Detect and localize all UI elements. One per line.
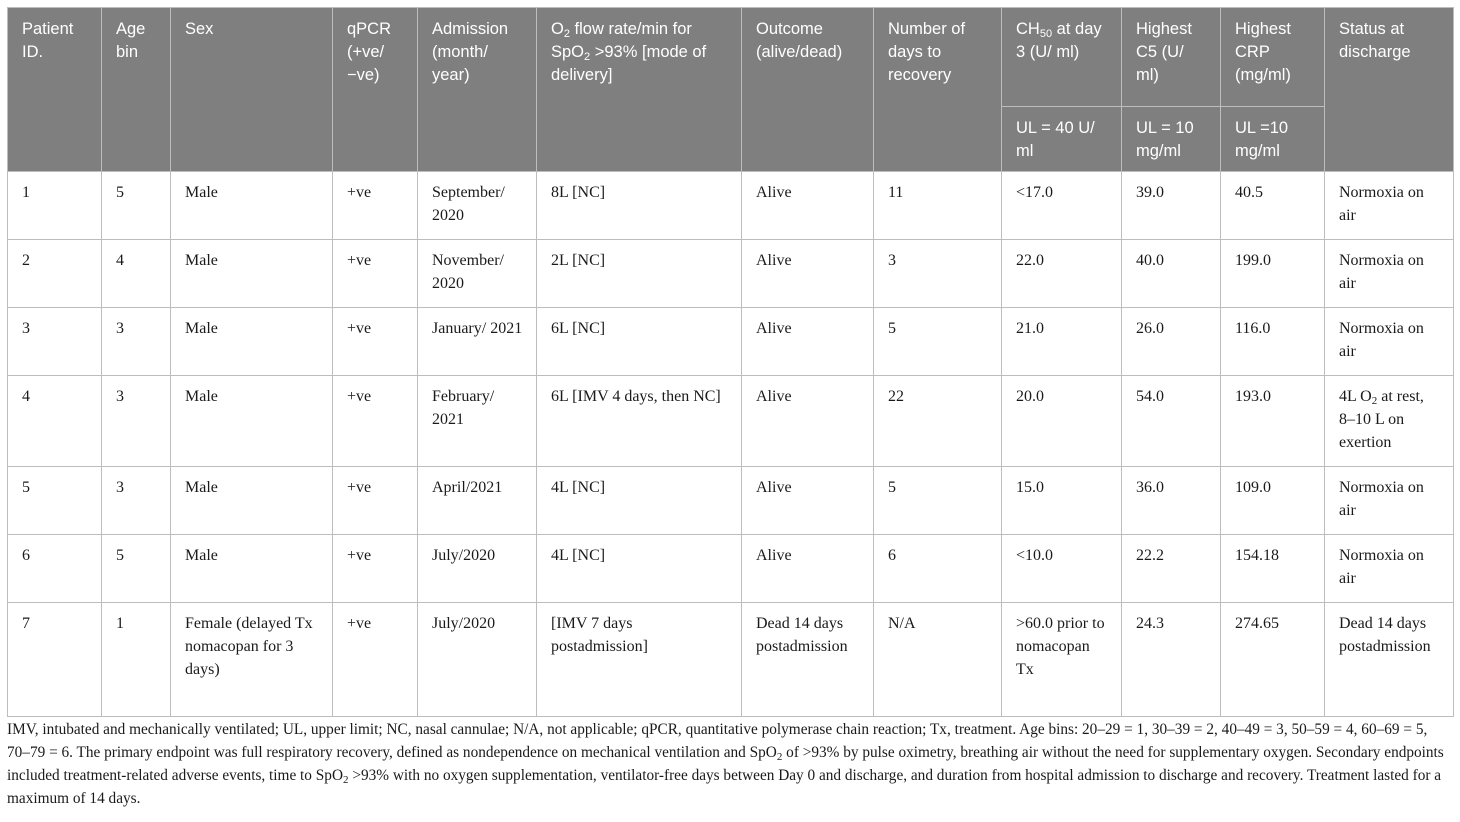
cell-sex: Male [171,467,333,535]
cell-c5: 24.3 [1122,603,1221,717]
cell-days: N/A [874,603,1002,717]
cell-status: 4L $O_2$ at rest, 8–10 L on exertion [1325,376,1454,467]
cell-qpcr: +ve [333,308,418,376]
cell-sex: Female (delayed Tx nomacopan for 3 days) [171,603,333,717]
cell-sex: Male [171,172,333,240]
table-body [8,172,1454,717]
cell-patient-id: 5 [8,467,102,535]
header-age-bin: Age bin [102,8,171,172]
header-ch50: $CH_{50}$ at day 3 (U/ ml) [1002,8,1122,107]
patient-table [7,7,1454,717]
cell-c5: 39.0 [1122,172,1221,240]
cell-o2-flow: 4L [NC] [537,535,742,603]
cell-ch50: <17.0 [1002,172,1122,240]
cell-status: Normoxia on air [1325,172,1454,240]
header-ch50-upper-limit: UL = 40 U/ ml [1002,107,1122,172]
cell-days: 22 [874,376,1002,467]
cell-sex: Male [171,240,333,308]
header-o2-flow: $O_2$ flow rate/min for SpO$_2$ >93% [mode of delivery] [537,8,742,172]
cell-status: Normoxia on air [1325,308,1454,376]
cell-admission: November/ 2020 [418,240,537,308]
cell-crp: 193.0 [1221,376,1325,467]
header-crp: Highest CRP (mg/ml) [1221,8,1325,107]
cell-o2-flow: 8L [NC] [537,172,742,240]
header-c5: Highest C5 (U/ ml) [1122,8,1221,107]
table-row [8,172,1454,240]
cell-age-bin: 1 [102,603,171,717]
table-row [8,308,1454,376]
cell-c5: 40.0 [1122,240,1221,308]
cell-c5: 36.0 [1122,467,1221,535]
table-row [8,603,1454,717]
cell-c5: 54.0 [1122,376,1221,467]
cell-admission: January/ 2021 [418,308,537,376]
cell-crp: 274.65 [1221,603,1325,717]
cell-outcome: Alive [742,172,874,240]
cell-crp: 154.18 [1221,535,1325,603]
cell-ch50: 21.0 [1002,308,1122,376]
table-container [7,7,1453,717]
cell-qpcr: +ve [333,535,418,603]
cell-crp: 109.0 [1221,467,1325,535]
cell-age-bin: 3 [102,308,171,376]
cell-crp: 40.5 [1221,172,1325,240]
cell-age-bin: 4 [102,240,171,308]
cell-ch50: <10.0 [1002,535,1122,603]
table-row [8,240,1454,308]
cell-patient-id: 2 [8,240,102,308]
table-row [8,535,1454,603]
cell-days: 5 [874,308,1002,376]
header-patient-id: Patient ID. [8,8,102,172]
table-row [8,467,1454,535]
cell-sex: Male [171,376,333,467]
header-status: Status at discharge [1325,8,1454,172]
cell-patient-id: 3 [8,308,102,376]
cell-patient-id: 7 [8,603,102,717]
table-header [8,8,1454,172]
cell-age-bin: 5 [102,535,171,603]
cell-age-bin: 5 [102,172,171,240]
cell-sex: Male [171,308,333,376]
cell-qpcr: +ve [333,467,418,535]
cell-admission: July/2020 [418,603,537,717]
cell-days: 11 [874,172,1002,240]
header-qpcr: qPCR (+ve/−ve) [333,8,418,172]
cell-o2-flow: 6L [NC] [537,308,742,376]
cell-o2-flow: 4L [NC] [537,467,742,535]
cell-patient-id: 1 [8,172,102,240]
cell-admission: April/2021 [418,467,537,535]
cell-days: 3 [874,240,1002,308]
cell-patient-id: 6 [8,535,102,603]
cell-c5: 26.0 [1122,308,1221,376]
cell-age-bin: 3 [102,376,171,467]
cell-outcome: Alive [742,467,874,535]
cell-ch50: >60.0 prior to nomacopan Tx [1002,603,1122,717]
cell-qpcr: +ve [333,240,418,308]
cell-admission: September/ 2020 [418,172,537,240]
cell-o2-flow: 6L [IMV 4 days, then NC] [537,376,742,467]
cell-ch50: 15.0 [1002,467,1122,535]
cell-qpcr: +ve [333,376,418,467]
header-sex: Sex [171,8,333,172]
table-footnote: IMV, intubated and mechanically ventilated; UL, upper limit; NC, nasal cannulae; N/A, not applicable; qPCR, quantitative polymerase chain reaction; Tx, treatment. Age bins: 20–29 = 1, 30–39 = 2, 40–49 = 3, 50–59 = 4, 60–69 = 5, 70–79 = 6. The primary endpoint was full respiratory recovery, defined as nondependence on mechanical ventilation and SpO$_2$ of >93% by pulse oximetry, breathing air without the need for supplementary oxygen. Secondary endpoints included treatment-related adverse events, time to SpO$_2$ >93% with no oxygen supplementation, ventilator-free days between Day 0 and discharge, and duration from hospital admission to discharge and recovery. Treatment lasted for a maximum of 14 days. [7,721,1444,807]
header-c5-upper-limit: UL = 10 mg/ml [1122,107,1221,172]
table-row [8,376,1454,467]
cell-status: Normoxia on air [1325,240,1454,308]
cell-c5: 22.2 [1122,535,1221,603]
header-admission: Admission (month/ year) [418,8,537,172]
cell-outcome: Dead 14 days postadmission [742,603,874,717]
cell-ch50: 20.0 [1002,376,1122,467]
cell-patient-id: 4 [8,376,102,467]
cell-days: 6 [874,535,1002,603]
cell-outcome: Alive [742,535,874,603]
cell-status: Dead 14 days postadmission [1325,603,1454,717]
header-crp-upper-limit: UL =10 mg/ml [1221,107,1325,172]
cell-admission: July/2020 [418,535,537,603]
cell-outcome: Alive [742,376,874,467]
cell-qpcr: +ve [333,172,418,240]
cell-o2-flow: [IMV 7 days postadmission] [537,603,742,717]
cell-crp: 116.0 [1221,308,1325,376]
header-days-to-recovery: Number of days to recovery [874,8,1002,172]
cell-status: Normoxia on air [1325,535,1454,603]
cell-status: Normoxia on air [1325,467,1454,535]
cell-crp: 199.0 [1221,240,1325,308]
cell-ch50: 22.0 [1002,240,1122,308]
cell-sex: Male [171,535,333,603]
cell-outcome: Alive [742,240,874,308]
cell-qpcr: +ve [333,603,418,717]
cell-age-bin: 3 [102,467,171,535]
cell-admission: February/ 2021 [418,376,537,467]
cell-outcome: Alive [742,308,874,376]
header-outcome: Outcome (alive/dead) [742,8,874,172]
cell-days: 5 [874,467,1002,535]
cell-o2-flow: 2L [NC] [537,240,742,308]
